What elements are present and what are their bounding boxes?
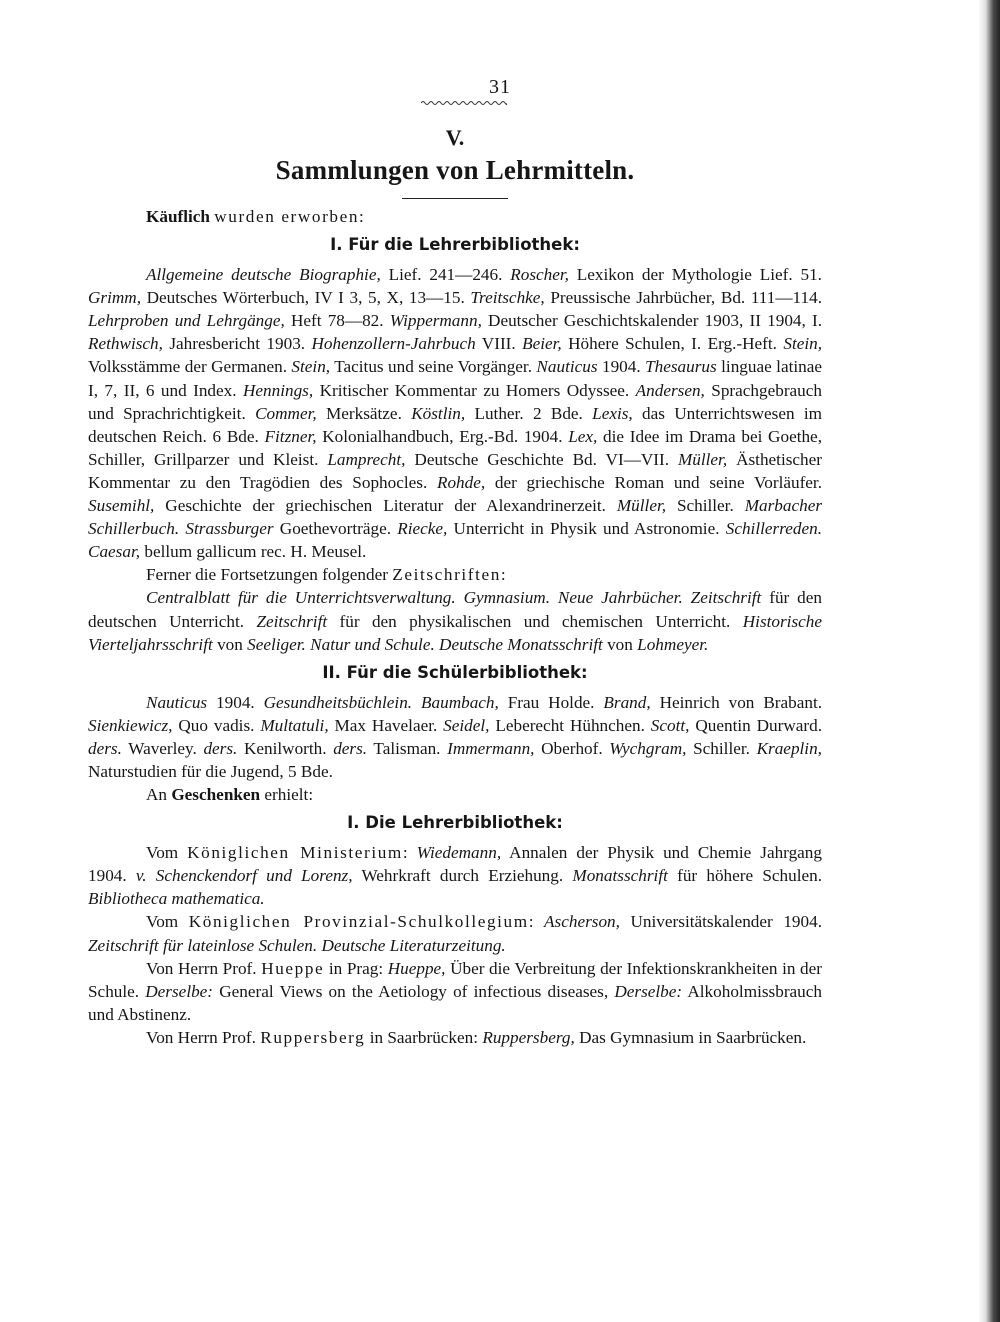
page-number: 31 xyxy=(489,76,511,98)
text-run: Volksstämme der Germanen. xyxy=(88,357,292,377)
text-run: Heft 78—82. xyxy=(284,311,390,331)
text-run: Wehrkraft durch Erziehung. xyxy=(352,866,573,886)
text-run: Goethevorträge. xyxy=(273,519,398,539)
text-run: Brand, xyxy=(603,692,651,712)
text-run: 1904. xyxy=(597,357,646,377)
text-run: Oberhof. xyxy=(534,738,610,758)
text-run: Geschichte der griechischen Literatur der Alexandrinerzeit. xyxy=(154,496,617,516)
text-run: Stein, xyxy=(291,357,331,377)
text-run: ders. xyxy=(333,738,368,758)
text-run: Kenilworth. xyxy=(237,738,334,758)
text-run: linguae latinae I, 7, II, 6 und Index. xyxy=(88,357,822,400)
text-run: Treitschke, xyxy=(470,288,545,308)
purchased-intro xyxy=(146,205,822,228)
text-run: Schiller. xyxy=(686,738,757,758)
text-run: Vom xyxy=(146,843,188,863)
periodicals-intro-start: Ferner die Fortsetzungen folgender xyxy=(146,565,393,585)
text-run: Susemihl, xyxy=(88,496,155,516)
text-run: von xyxy=(602,634,638,654)
text-run: Vom xyxy=(146,912,189,932)
text-run: Scott, xyxy=(650,715,690,735)
text-run: Höhere Schulen, I. Erg.-Heft. xyxy=(561,334,784,354)
text-run: Commer, xyxy=(255,403,317,423)
text-run: Seidel, xyxy=(443,715,490,735)
text-run: ders. xyxy=(88,738,122,758)
text-run: der griechische Roman und seine Vorläufer. xyxy=(485,472,822,492)
text-run: in Saarbrücken: xyxy=(365,1027,483,1047)
text-run: Von Herrn Prof. xyxy=(146,958,262,978)
text-run: Über die Verbreitung der Infektionskrankheiten in der Schule. xyxy=(88,958,822,1001)
text-run: Talisman. xyxy=(367,738,448,758)
text-run: Lamprecht, xyxy=(327,449,406,469)
text-run: Wychgram, xyxy=(609,738,687,758)
text-run: Sprachgebrauch und Sprachrichtigkeit. xyxy=(88,380,822,423)
text-run: Deutsches Wörterbuch, IV I 3, 5, X, 13—15. xyxy=(141,288,471,308)
text-run: die Idee im Drama bei Goethe, Schiller, Grillparzer und Kleist. xyxy=(88,426,822,469)
text-run: Königlichen Provinzial-Schulkollegium xyxy=(188,912,529,932)
text-run: Ascherson, xyxy=(544,912,620,932)
text-run: Müller, xyxy=(677,449,728,469)
text-run: Gesundheitsbüchlein. Baumbach, xyxy=(263,692,499,712)
text-run: von xyxy=(212,634,248,654)
student-library-heading: II. Für die Schülerbibliothek: xyxy=(322,662,588,682)
section-title: Sammlungen von Lehrmitteln. xyxy=(275,155,635,185)
teacher-library-heading: I. Für die Lehrerbibliothek: xyxy=(330,235,580,255)
gift-entry-ruppersberg xyxy=(88,1026,822,1049)
text-run: Quentin Durward. xyxy=(689,715,822,735)
text-run: Unterricht in Physik und Astronomie. xyxy=(447,519,726,539)
text-run: Hueppe xyxy=(261,958,325,978)
periodicals-intro xyxy=(88,563,822,586)
text-run: Müller, xyxy=(616,496,667,516)
text-run: 1904. xyxy=(207,692,264,712)
text-run: für den deutschen Unterricht. xyxy=(88,588,822,631)
periodicals-intro-end: : xyxy=(500,565,506,585)
text-run: Quo vadis. xyxy=(172,715,261,735)
text-run: Zeitschrift xyxy=(256,611,328,631)
text-run: Luther. 2 Bde. xyxy=(465,403,593,423)
text-run: Königlichen Ministerium xyxy=(187,843,403,863)
text-run: Köstlin, xyxy=(411,403,466,423)
text-run: Hohenzollern-Jahrbuch xyxy=(311,334,476,354)
text-run: Waverley. xyxy=(121,738,204,758)
periodicals-intro-spaced: Zeitschriften xyxy=(392,565,501,585)
purchased-intro-bold: Käuflich xyxy=(146,207,210,226)
text-run: Marbacher Schillerbuch. Strassburger xyxy=(88,496,823,539)
text-run: Zeitschrift für lateinlose Schulen. Deutsche Literaturzeitung. xyxy=(88,935,506,955)
text-run: Deutscher Geschichtskalender 1903, II 1904, I. xyxy=(481,311,822,331)
text-run: Merksätze. xyxy=(316,403,412,423)
section-numeral: V. xyxy=(445,125,465,150)
text-run: das Unterrichtswesen im deutschen Reich. 6 Bde. xyxy=(88,403,822,446)
text-run: Nauticus xyxy=(536,357,598,377)
text-run: Ruppersberg, xyxy=(482,1027,575,1047)
text-run: Von Herrn Prof. xyxy=(146,1027,261,1047)
text-run: Andersen, xyxy=(635,380,705,400)
text-run: Universitätskalender 1904. xyxy=(619,912,822,932)
gift-entry-hueppe xyxy=(88,957,822,1026)
gift-entry-ministry xyxy=(88,841,822,910)
text-run: bellum gallicum rec. H. Meusel. xyxy=(140,542,367,562)
title-rule xyxy=(402,198,508,199)
text-run: Hennings, xyxy=(242,380,314,400)
text-run: Sienkiewicz, xyxy=(88,715,173,735)
text-run: Tacitus und seine Vorgänger. xyxy=(330,357,537,377)
text-run: General Views on the Aetiology of infectious diseases, xyxy=(213,981,615,1001)
text-run: Heinrich von Brabant. xyxy=(650,692,823,712)
text-run: Lexis, xyxy=(592,403,633,423)
text-run: Derselbe: xyxy=(145,981,214,1001)
text-run: Lehrproben und Lehrgänge, xyxy=(88,311,285,331)
text-run: : xyxy=(528,912,545,932)
text-run: Max Havelaer. xyxy=(328,715,444,735)
text-run: Kraeplin, xyxy=(756,738,822,758)
text-run: Centralblatt für die Unterrichtsverwaltung. Gymnasium. Neue Jahrbücher. Zeitschrift xyxy=(146,588,762,608)
text-run: Thesaurus xyxy=(645,357,717,377)
text-run: Wippermann, xyxy=(389,311,482,331)
text-run: Grimm, xyxy=(88,288,141,308)
text-run: VIII. xyxy=(475,334,523,354)
text-run: Lex, xyxy=(568,426,598,446)
text-run: Rohde, xyxy=(436,472,486,492)
text-run: Seeliger. Natur und Schule. Deutsche Monatsschrift xyxy=(247,634,603,654)
text-run: Beier, xyxy=(522,334,562,354)
purchased-intro-rest: wurden erworben: xyxy=(214,207,366,226)
gifts-intro-start: An xyxy=(146,785,172,805)
text-run: für den physikalischen und chemischen Unterricht. xyxy=(327,611,743,631)
student-library-paragraph xyxy=(88,691,822,783)
text-run: Wiedemann, xyxy=(416,843,502,863)
text-run: Riecke, xyxy=(397,519,448,539)
text-run: Historische Vierteljahrsschrift xyxy=(88,611,822,654)
text-run: Schiller. xyxy=(666,496,745,516)
text-run: Rethwisch, xyxy=(88,334,163,354)
text-run: Annalen der Physik und Chemie Jahrgang 1904. xyxy=(88,843,822,886)
text-column xyxy=(88,118,822,1049)
text-run: Lohmeyer. xyxy=(637,634,709,654)
text-run: Hueppe, xyxy=(387,958,446,978)
text-run: Ästhetischer Kommentar zu den Tragödien des Sophocles. xyxy=(88,449,822,492)
gifts-intro xyxy=(146,783,822,806)
gifts-teacher-library-heading: I. Die Lehrerbibliothek: xyxy=(347,813,563,833)
text-run: Leberecht Hühnchen. xyxy=(489,715,651,735)
text-run: Preussische Jahrbücher, Bd. 111—114. xyxy=(544,288,822,308)
text-run: Allgemeine deutsche Biographie, xyxy=(146,265,381,285)
text-run: Naturstudien für die Jugend, 5 Bde. xyxy=(88,761,333,781)
text-run: Bibliotheca mathematica. xyxy=(88,889,265,909)
periodicals-paragraph xyxy=(88,586,822,655)
text-run: Ruppersberg xyxy=(260,1027,366,1047)
text-run: Kritischer Kommentar zu Homers Odyssee. xyxy=(313,380,636,400)
text-run: Nauticus xyxy=(146,692,208,712)
gift-entry-schulkollegium xyxy=(88,910,822,956)
gifts-intro-end: erhielt: xyxy=(260,785,314,805)
teacher-library-paragraph xyxy=(88,263,822,563)
text-run: : xyxy=(402,843,417,863)
text-run: Frau Holde. xyxy=(498,692,604,712)
text-run: ders. xyxy=(203,738,238,758)
text-run: Lexikon der Mythologie Lief. 51. xyxy=(568,265,822,285)
gifts-intro-bold: Geschenken xyxy=(171,785,261,805)
text-run: Schillerreden. Caesar, xyxy=(88,519,822,562)
text-run: Kolonialhandbuch, Erg.-Bd. 1904. xyxy=(316,426,569,446)
text-run: Monatsschrift xyxy=(572,866,668,886)
text-run: Multatuli, xyxy=(260,715,329,735)
text-run: Roscher, xyxy=(510,265,569,285)
text-run: Fitzner, xyxy=(264,426,317,446)
text-run: Jahresbericht 1903. xyxy=(162,334,312,354)
scan-edge xyxy=(978,0,1000,1322)
text-run: Lief. 241—246. xyxy=(380,265,511,285)
text-run: Derselbe: xyxy=(614,981,683,1001)
text-run: Stein, xyxy=(783,334,823,354)
text-run: Das Gymnasium in Saarbrücken. xyxy=(574,1027,807,1047)
text-run: v. Schenckendorf und Lorenz, xyxy=(135,866,353,886)
text-run: Immermann, xyxy=(447,738,535,758)
text-run: Deutsche Geschichte Bd. VI—VII. xyxy=(405,449,678,469)
text-run: Alkoholmissbrauch und Abstinenz. xyxy=(88,981,822,1024)
text-run: für höhere Schulen. xyxy=(667,866,822,886)
text-run: in Prag: xyxy=(324,958,388,978)
page-number-ornament xyxy=(421,100,507,106)
